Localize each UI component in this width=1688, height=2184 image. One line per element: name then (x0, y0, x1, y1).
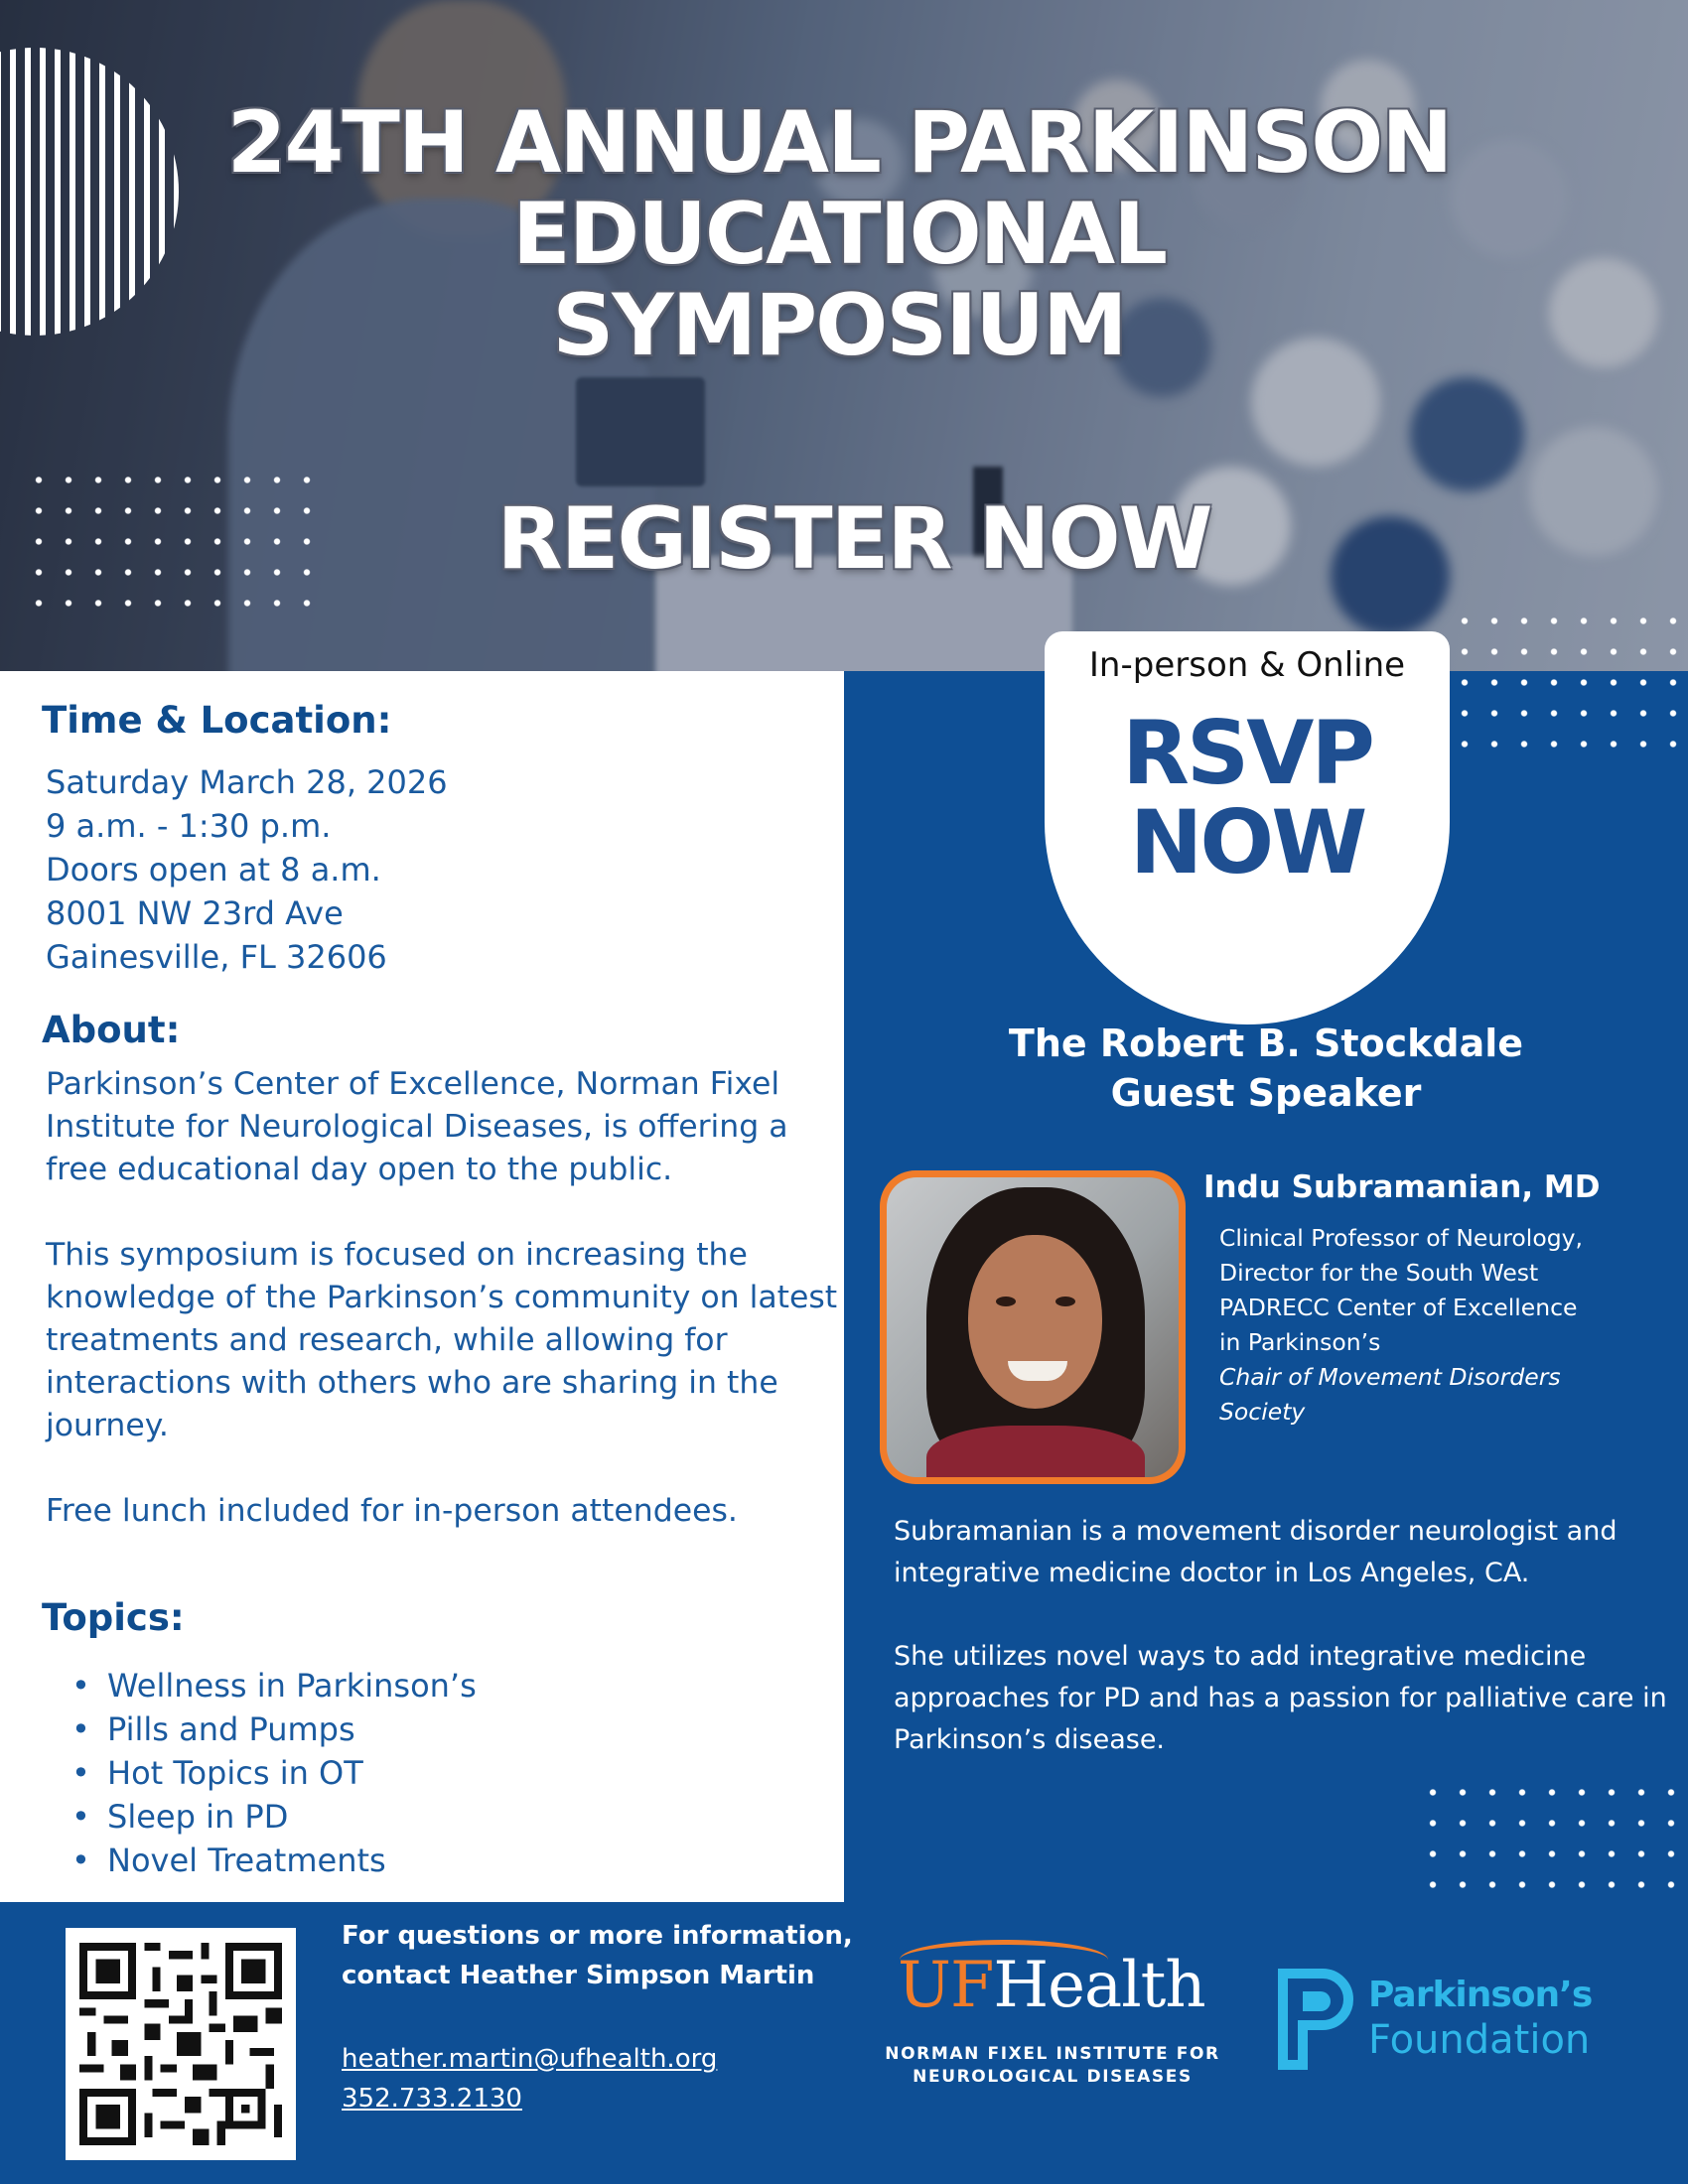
time-location-details (46, 760, 448, 979)
about-paragraph: This symposium is focused on increasing the knowledge of the Parkinson’s community on latest treatments and research, while allowing for interactions with others who are sharing in the journey. (46, 1237, 838, 1443)
event-time: 9 a.m. - 1:30 p.m. (46, 807, 332, 845)
event-title (109, 93, 1569, 375)
about-heading: About: (42, 1009, 181, 1051)
speaker-title-line: Chair of Movement Disorders (1219, 1363, 1561, 1391)
footer (0, 1902, 1688, 2184)
qr-code-icon[interactable] (66, 1928, 296, 2160)
contact-email-link[interactable]: heather.martin@ufhealth.org (342, 2044, 718, 2074)
topic-item: • Sleep in PD (46, 1795, 477, 1839)
topic-item: • Wellness in Parkinson’s (46, 1664, 477, 1707)
speaker-title-line: Clinical Professor of Neurology, (1219, 1224, 1583, 1252)
guest-heading-line: Guest Speaker (1110, 1071, 1422, 1115)
speaker-title-line: in Parkinson’s (1219, 1328, 1381, 1356)
topic-item: • Novel Treatments (46, 1839, 477, 1882)
topics-heading: Topics: (42, 1596, 185, 1639)
attendance-format: In-person & Online (1088, 645, 1406, 685)
event-date: Saturday March 28, 2026 (46, 763, 448, 801)
bio-paragraph: She utilizes novel ways to add integrative medicine approaches for PD and has a passion for palliative care in Parkinson’s disease. (894, 1641, 1667, 1755)
event-details-column (0, 671, 844, 1902)
about-paragraph: Parkinson’s Center of Excellence, Norman Fixel Institute for Neurological Diseases, is offering a free educational day open to the public. (46, 1066, 788, 1187)
rsvp-line: RSVP (1122, 702, 1372, 804)
ufhealth-subtitle-line: NEUROLOGICAL DISEASES (913, 2067, 1193, 2087)
decorative-dot-grid (1450, 606, 1688, 764)
ufhealth-logo-uf: UF (898, 1949, 994, 2022)
topics-list (46, 1664, 477, 1882)
parkinsons-foundation-logo-icon (1277, 1968, 1354, 2071)
topic-item: • Hot Topics in OT (46, 1751, 477, 1795)
rsvp-badge[interactable] (1045, 631, 1450, 1024)
parkinsons-foundation-name-line: Foundation (1368, 2017, 1591, 2063)
city-state-zip: Gainesville, FL 32606 (46, 938, 387, 976)
speaker-titles (1219, 1221, 1583, 1430)
street-address: 8001 NW 23rd Ave (46, 894, 344, 932)
parkinsons-foundation-name-line: Parkinson’s (1368, 1975, 1593, 2015)
bio-paragraph: Subramanian is a movement disorder neurologist and integrative medicine doctor in Los Angeles, CA. (894, 1516, 1618, 1588)
speaker-bio (894, 1511, 1668, 1803)
speaker-photo (880, 1170, 1186, 1484)
contact-phone-link[interactable]: 352.733.2130 (342, 2084, 522, 2114)
speaker-title-line: Director for the South West (1219, 1259, 1539, 1287)
guest-heading-line: The Robert B. Stockdale (1008, 1022, 1524, 1065)
contact-info (342, 1916, 858, 2118)
parkinsons-foundation-logo (1277, 1968, 1634, 2077)
event-title-line: SYMPOSIUM (552, 276, 1126, 375)
register-now-heading[interactable]: REGISTER NOW (496, 489, 1211, 589)
time-location-heading: Time & Location: (42, 699, 392, 742)
speaker-title-line: PADRECC Center of Excellence (1219, 1294, 1578, 1321)
contact-lead: For questions or more information, contact Heather Simpson Martin (342, 1921, 853, 1990)
speaker-name: Indu Subramanian, MD (1203, 1169, 1601, 1205)
rsvp-line: NOW (1129, 791, 1365, 893)
hero-banner (0, 0, 1688, 671)
doors-open-time: Doors open at 8 a.m. (46, 851, 381, 888)
about-text (46, 1063, 840, 1575)
speaker-title-line: Society (1219, 1398, 1306, 1426)
guest-speaker-heading (844, 1019, 1688, 1118)
ufhealth-subtitle-line: NORMAN FIXEL INSTITUTE FOR (885, 2044, 1220, 2064)
lunch-note: Free lunch included for in-person attendees. (46, 1493, 738, 1529)
speaker-column (844, 645, 1688, 1902)
ufhealth-subtitle (884, 2043, 1221, 2089)
ufhealth-logo-health: Health (993, 1949, 1205, 2022)
decorative-dot-grid (24, 465, 312, 614)
event-title-line: 24TH ANNUAL PARKINSON (226, 93, 1452, 193)
rsvp-now-label[interactable] (1045, 702, 1450, 893)
topic-item: • Pills and Pumps (46, 1707, 477, 1751)
event-title-line: EDUCATIONAL (511, 185, 1167, 284)
